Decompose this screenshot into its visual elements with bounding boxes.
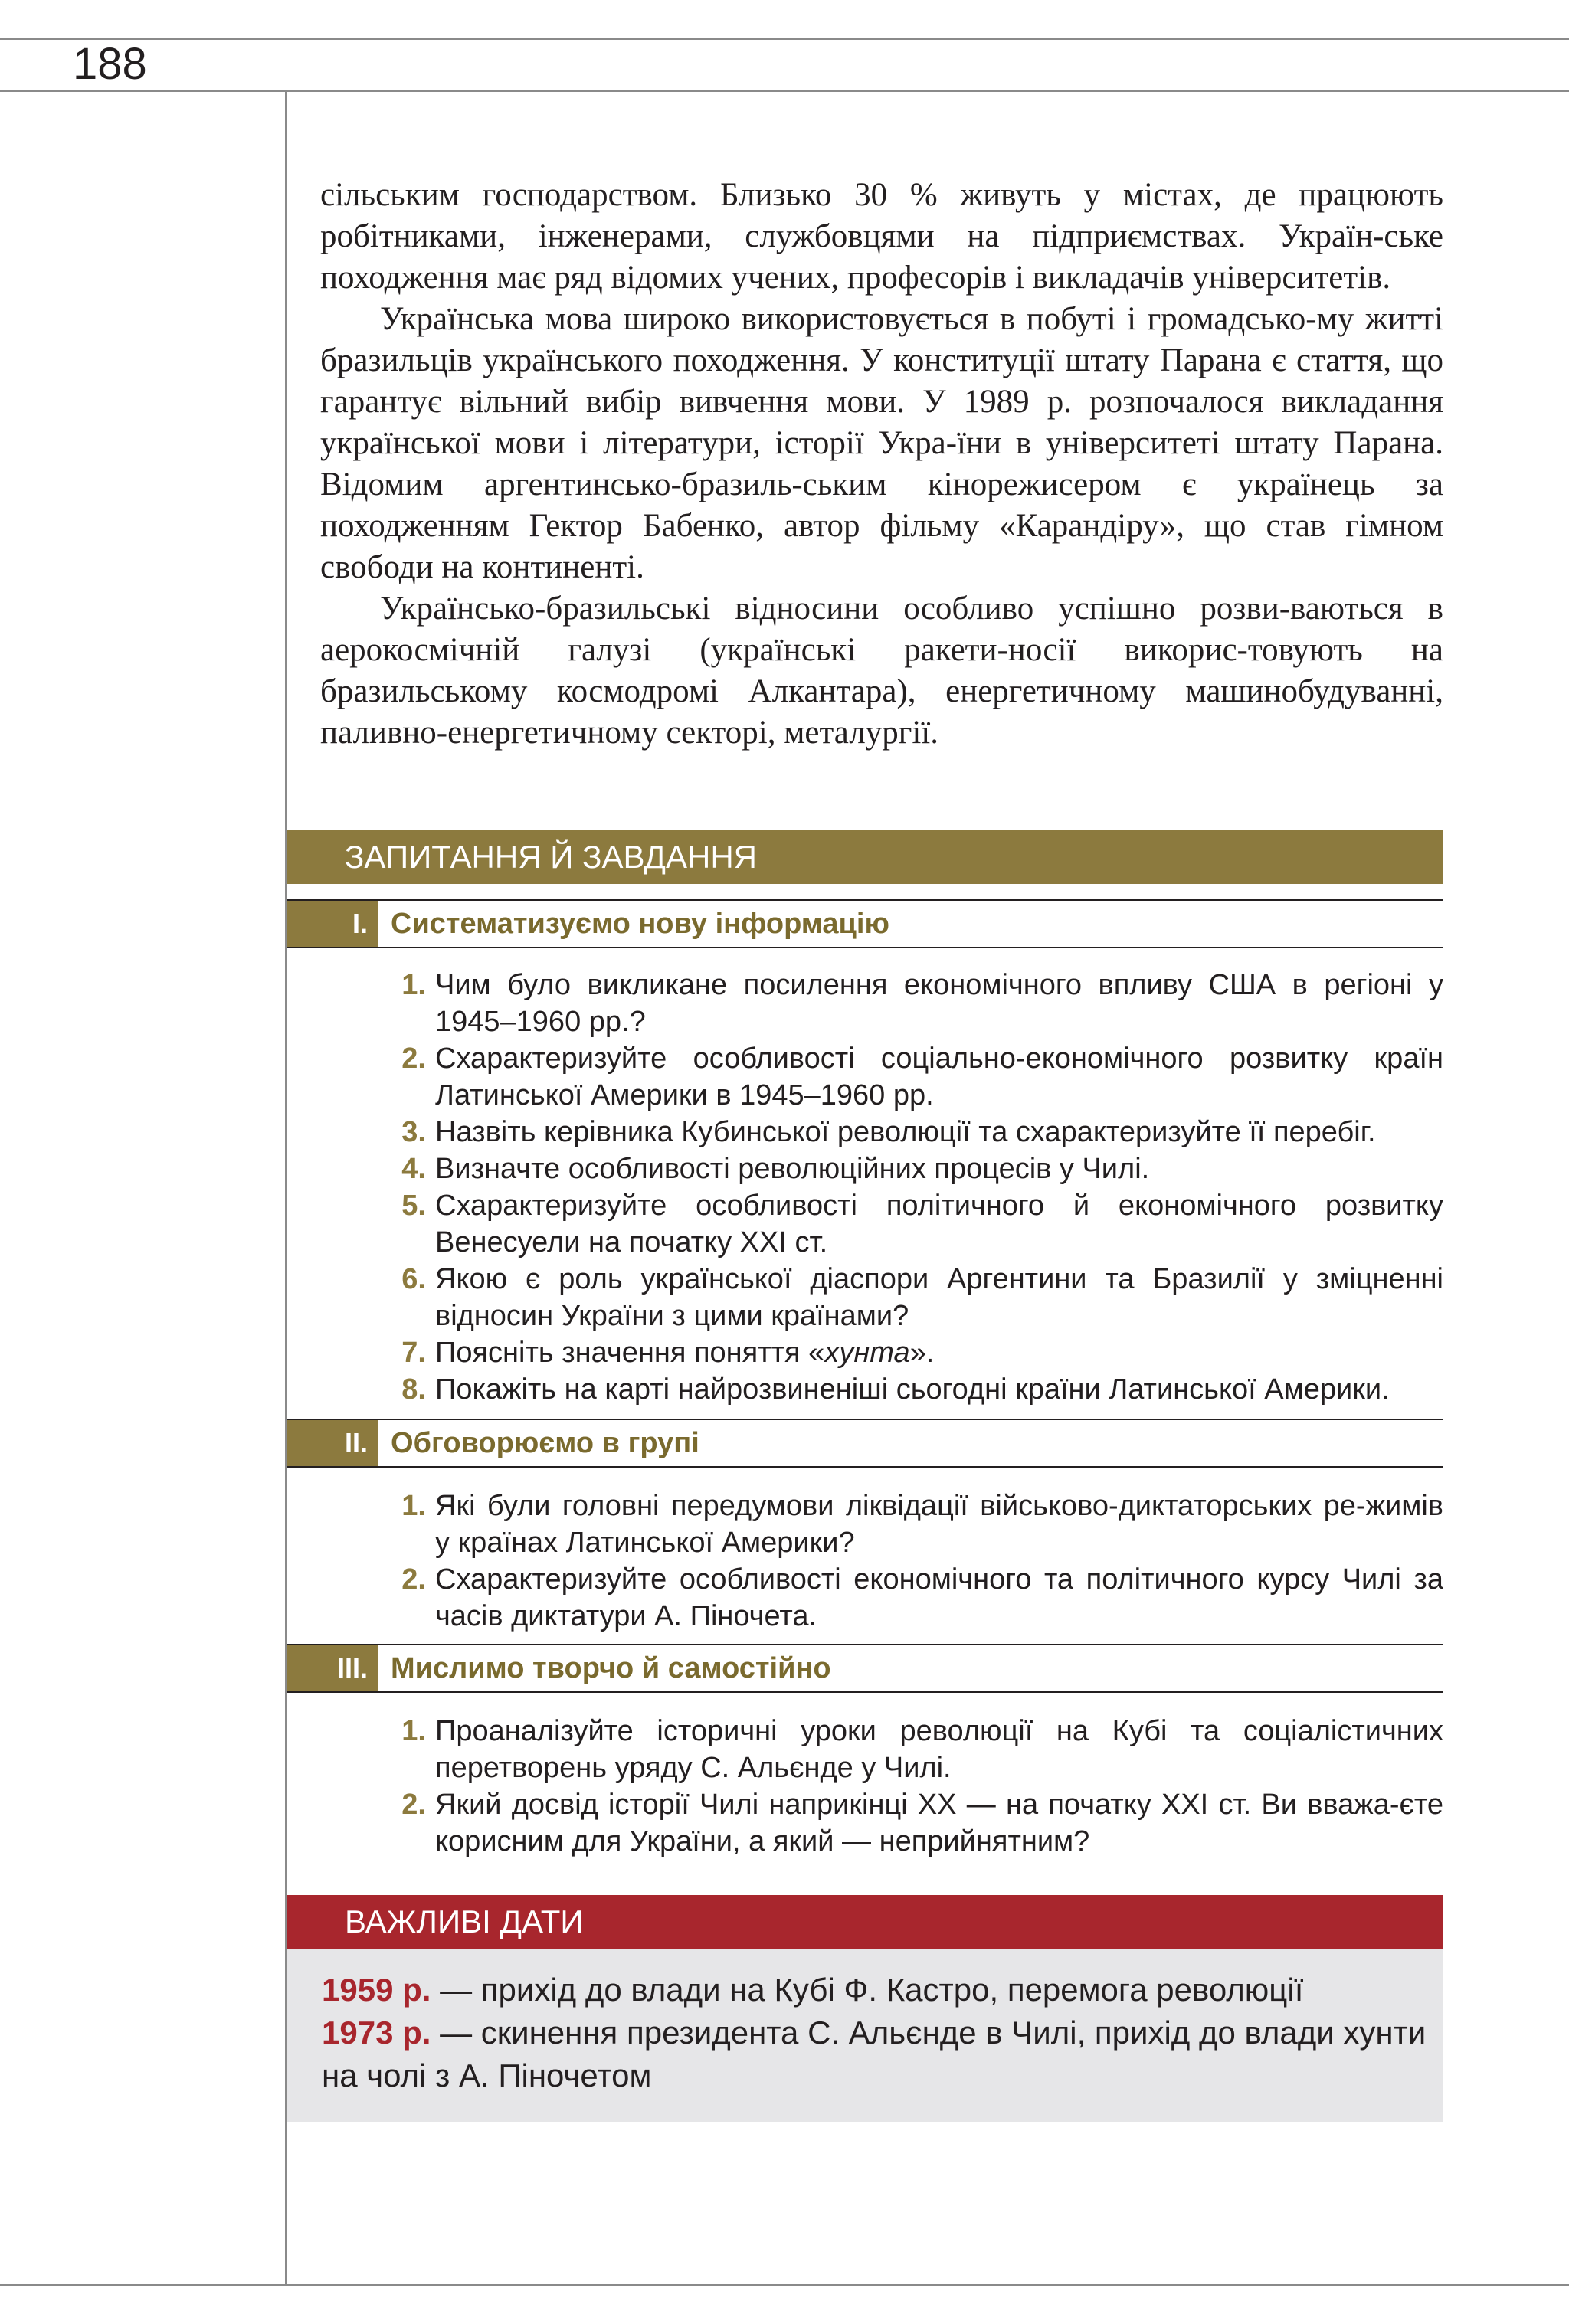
paragraph: Українсько-бразильські відносини особливо успішно розви-ваються в аерокосмічній галузі (українські ракети-носії викорис-товують на бразильському космодромі Алкантара), енергетичному машинобудуванні, паливно-енергетичному секторі, металургії. (320, 591, 1443, 751)
question-text-part: ». (909, 1337, 935, 1369)
date-text: — скинення президента С. Альєнде в Чилі, прихід до влади хунти на чолі з А. Піночетом (322, 2015, 1427, 2093)
question-item (391, 1187, 1443, 1261)
question-item (391, 1371, 1443, 1408)
question-text: Схарактеризуйте особливості політичного й економічного розвитку Венесуели на початку ХХІ ст. (435, 1190, 1443, 1259)
question-text: Покажіть на карті найрозвиненіші сьогодні країни Латинської Америки. (435, 1373, 1390, 1406)
date-entry (322, 2011, 1433, 2097)
question-number: 7. (401, 1337, 426, 1369)
question-number: 8. (401, 1373, 426, 1406)
roman-numeral: II. (287, 1420, 378, 1466)
question-item (391, 1561, 1443, 1635)
term-emphasis: хунта (824, 1337, 910, 1369)
date-entry (322, 1969, 1433, 2011)
question-number: 1. (401, 969, 426, 1001)
question-item (391, 1334, 1443, 1371)
question-number: 4. (401, 1153, 426, 1185)
body-text (320, 175, 1443, 754)
header-rule (0, 90, 1569, 92)
dates-heading: ВАЖЛИВІ ДАТИ (287, 1895, 1443, 1949)
question-text: Чим було викликане посилення економічного впливу США в регіоні у 1945–1960 рр.? (435, 969, 1443, 1038)
question-text: Які були головні передумови ліквідації військово-диктаторських ре-жимів у країнах Латинської Америки? (435, 1490, 1443, 1559)
question-number: 1. (401, 1715, 426, 1747)
question-number: 2. (401, 1789, 426, 1821)
top-rule (0, 38, 1569, 40)
roman-numeral: I. (287, 901, 378, 947)
roman-numeral: III. (287, 1645, 378, 1691)
bottom-rule (0, 2284, 1569, 2286)
paragraph: Українська мова широко використовується в побуті і громадсько-му житті бразильців українського походження. У конституції штату Парана є стаття, що гарантує вільний вибір вивчення мови. У 1989 р. розпочалося викладання української мови і літератури, історії Укра-їни в університеті штату Парана. Відомим аргентинсько-бразиль-ським кінорежисером є українець за походженням Гектор Бабенко, автор фільму «Карандіру», що став гімном свободи на континенті. (320, 301, 1443, 585)
subsection-title: Мислимо творчо й самостійно (391, 1652, 831, 1684)
question-number: 5. (401, 1190, 426, 1222)
question-list-1 (391, 967, 1443, 1408)
question-number: 2. (401, 1563, 426, 1596)
question-item (391, 1786, 1443, 1860)
subsection-title: Обговорюємо в групі (391, 1427, 699, 1459)
date-text: — прихід до влади на Кубі Ф. Кастро, перемога революції (431, 1972, 1304, 2008)
question-text: Визначте особливості революційних процесів у Чилі. (435, 1153, 1150, 1185)
question-text: Якою є роль української діаспори Аргентини та Бразилії у зміцненні відносин України з цими країнами? (435, 1263, 1443, 1332)
question-text: Схарактеризуйте особливості соціально-економічного розвитку країн Латинської Америки в 1945–1960 рр. (435, 1043, 1443, 1111)
question-number: 2. (401, 1043, 426, 1075)
paragraph: сільським господарством. Близько 30 % живуть у містах, де працюють робітниками, інженерами, службовцями на підприємствах. Україн-ське походження має ряд відомих учених, професорів і викладачів університетів. (320, 177, 1443, 296)
question-text: Схарактеризуйте особливості економічного та політичного курсу Чилі за часів диктатури А. Піночета. (435, 1563, 1443, 1632)
question-item (391, 1261, 1443, 1334)
question-number: 6. (401, 1263, 426, 1295)
question-text: Який досвід історії Чилі наприкінці ХХ — на початку ХХІ ст. Ви вважа-єте корисним для України, а який — неприйнятним? (435, 1789, 1443, 1858)
question-item (391, 1488, 1443, 1561)
question-number: 3. (401, 1116, 426, 1148)
questions-heading: ЗАПИТАННЯ Й ЗАВДАННЯ (287, 830, 1443, 884)
date-year: 1959 р. (322, 1972, 431, 2008)
question-text: Назвіть керівника Кубинської революції та схарактеризуйте її перебіг. (435, 1116, 1376, 1148)
subsection-header-1 (287, 899, 1443, 948)
question-item (391, 1713, 1443, 1786)
question-item (391, 967, 1443, 1040)
subsection-title: Систематизуємо нову інформацію (391, 908, 889, 940)
date-year: 1973 р. (322, 2015, 431, 2051)
subsection-header-2 (287, 1419, 1443, 1468)
subsection-header-3 (287, 1644, 1443, 1693)
question-item (391, 1040, 1443, 1114)
question-item (391, 1151, 1443, 1187)
question-text (435, 1337, 934, 1369)
question-text-part: Поясніть значення поняття « (435, 1337, 825, 1369)
dates-list (322, 1969, 1433, 2097)
question-item (391, 1114, 1443, 1151)
question-text: Проаналізуйте історичні уроки революції на Кубі та соціалістичних перетворень уряду С. Альєнде у Чилі. (435, 1715, 1443, 1784)
page-number: 188 (73, 39, 147, 89)
question-list-3 (391, 1713, 1443, 1860)
question-list-2 (391, 1488, 1443, 1635)
question-number: 1. (401, 1490, 426, 1522)
